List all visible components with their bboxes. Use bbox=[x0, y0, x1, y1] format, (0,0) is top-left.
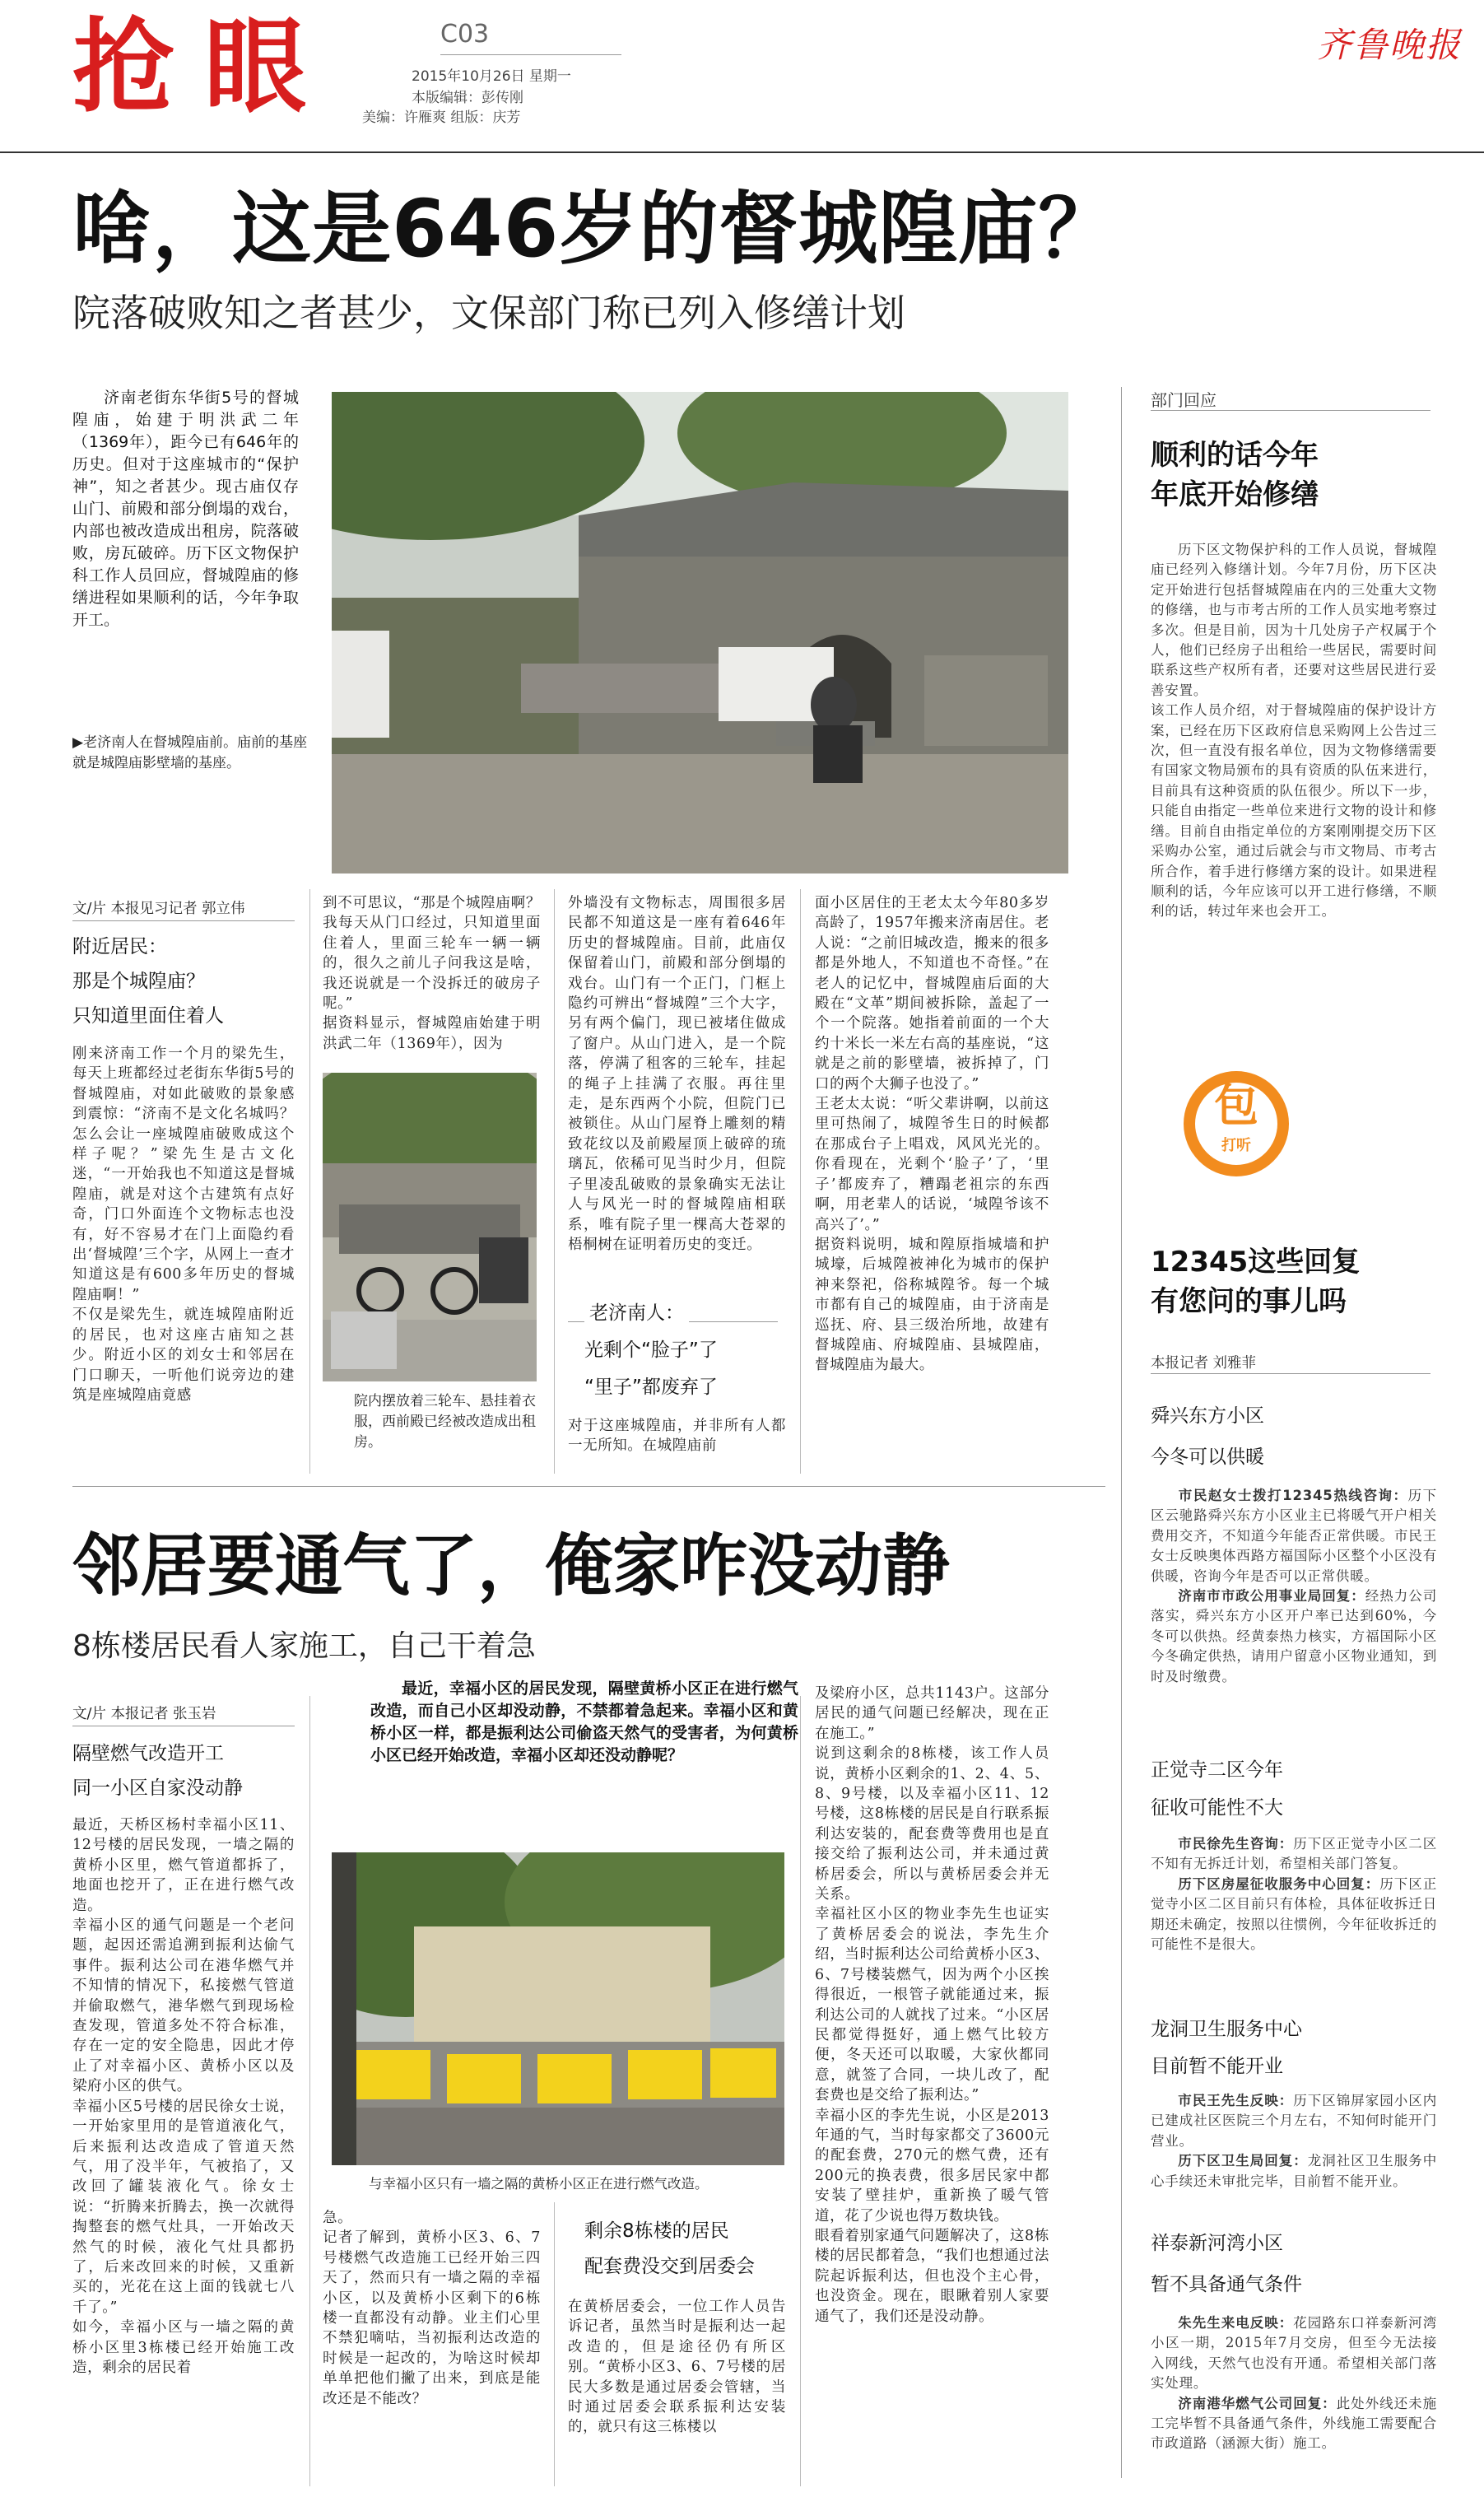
page-date: 2015年10月26日 星期一 bbox=[412, 68, 571, 85]
qa-answer-text: 此处外线还未施工完毕暂不具备通气条件，外线施工需要配合市政道路（涵源大街）施工。 bbox=[1151, 2395, 1437, 2452]
story1-subhead-a-2: 那是个城隍庙？ bbox=[72, 971, 205, 992]
qa-item-head: 舜兴东方小区 bbox=[1151, 1405, 1264, 1427]
section-logo bbox=[72, 10, 352, 125]
column-rule bbox=[554, 2202, 555, 2486]
qa-item-body bbox=[1151, 1486, 1437, 1741]
qa-item-head: 暂不具备通气条件 bbox=[1151, 2274, 1302, 2295]
story2-headline: 邻居要通气了，俺家咋没动静 bbox=[72, 1527, 951, 1605]
column-rule bbox=[800, 889, 801, 1474]
story1-column-3: 外墙没有文物标志，周围很多居民都不知道这是一座有着646年历史的督城隍庙。目前，此庙仅保留着山门，前殿和部分倒塌的戏台。山门有一个正门，门框上隐约可辨出“督城隍”三个大字，另有两个偏门，现已被堵住做成了窗户。从山门进入，是一个院落，停满了租客的三轮车，挂起的绳子上挂满了衣服。再往里走，是东西两个小院，但院门已被锁住。从山门屋脊上雕刻的精致花纹以及前殿屋顶上破碎的琉璃瓦，依稀可见当时少月，但院子里凌乱破败的景象确实无法让人与风光一时的督城隍庙相联系，唯有院子里一棵高大苍翠的梧桐树在证明着历史的变迁。 bbox=[568, 895, 786, 1253]
qa-answer-text: 龙洞社区卫生服务中心手续还未审批完毕，目前暂不能开业。 bbox=[1151, 2153, 1437, 2189]
story2-byline: 文/片 本报记者 张玉岩 bbox=[72, 1706, 216, 1722]
story2-column-3: 在黄桥居委会，一位工作人员告诉记者，虽然当时是振利达一起改造的，但是途径仍有所区别。“黄桥小区3、6、7号楼的居民大多数是通过居委会管辖，当时通过居委会联系振利达安装的，就只有这三栋楼以 bbox=[568, 2299, 786, 2436]
page-designer: 美编：许雁爽 组版：庆芳 bbox=[362, 109, 521, 126]
photo-temple-gate bbox=[332, 392, 1068, 873]
story-divider bbox=[72, 1486, 1105, 1487]
ask-badge-small: 打听 bbox=[1221, 1137, 1251, 1154]
story1-subhead-b-2: 光剩个“脸子”了 bbox=[584, 1339, 718, 1361]
photo-courtyard bbox=[323, 1073, 537, 1381]
qa-answer-text: 经热力公司落实，舜兴东方小区开户率已达到60%，今冬可以供热。经黄泰热力核实，方福国际小区今冬确定供热，请用户留意小区物业通知，到时及时缴费。 bbox=[1151, 1588, 1437, 1684]
photo-temple-gate-image bbox=[332, 392, 1068, 873]
qa-question-label: 市民王先生反映： bbox=[1178, 2093, 1294, 2108]
qa-item-head: 目前暂不能开业 bbox=[1151, 2056, 1283, 2077]
story2-subhead-c-1: 隔壁燃气改造开工 bbox=[72, 1743, 224, 1764]
photo-courtyard-caption: 院内摆放着三轮车、悬挂着衣服，西前殿已经被改造成出租房。 bbox=[354, 1393, 536, 1451]
qa-question-label: 市民赵女士拨打12345热线咨询： bbox=[1178, 1488, 1408, 1503]
story1-byline-rule bbox=[72, 920, 295, 921]
column-rule bbox=[554, 889, 555, 1474]
sidebar-rule bbox=[1121, 387, 1122, 2478]
qa-item-head: 祥泰新河湾小区 bbox=[1151, 2233, 1283, 2254]
qa-question-text: 花园路东口祥泰新河湾小区一期，2015年7月交房，但至今无法接入网线，天然气也没有开通。希望相关部门落实处理。 bbox=[1151, 2315, 1437, 2392]
masthead-rule bbox=[0, 151, 1484, 153]
story1-subhead: 院落破败知之者甚少，文保部门称已列入修缮计划 bbox=[72, 291, 905, 335]
qa-question-text: 历下区云驰路舜兴东方小区业主已将暖气开户相关费用交齐，不知道今年能否正常供暖。市民王女士反映奥体西路方福国际小区整个小区没有供暖，咨询今年是否可以正常供暖。 bbox=[1151, 1488, 1437, 1584]
qa-question-text: 历下区锦屏家园小区内已建成社区医院三个月左右，不知何时能开门营业。 bbox=[1151, 2093, 1437, 2149]
column-rule bbox=[309, 1696, 310, 2486]
photo-courtyard-image bbox=[323, 1073, 537, 1381]
story1-subhead-b-3: “里子”都废弃了 bbox=[584, 1377, 718, 1398]
story2-subhead-d-2: 配套费没交到居委会 bbox=[584, 2256, 755, 2277]
qa-item-body bbox=[1151, 1834, 1437, 2024]
masthead bbox=[0, 0, 1484, 156]
qa-answer-label: 济南港华燃气公司回复： bbox=[1178, 2395, 1337, 2411]
qa-title-1: 12345这些回复 bbox=[1151, 1246, 1361, 1279]
story2-column-2: 急。 记者了解到，黄桥小区3、6、7号楼燃气改造施工已经开始三四天了，然而只有一墙之隔的幸福小区，以及黄桥小区剩下的6栋楼一直都没有动静。业主们心里不禁犯嘀咕，当初振利达改造的时候是一起改的，为啥这时候却单单把他们撇了出来，到底是能改还是不能改？ bbox=[323, 2210, 541, 2407]
qa-item-body bbox=[1151, 2091, 1437, 2227]
story2-lead: 最近，幸福小区的居民发现，隔壁黄桥小区正在进行燃气改造，而自己小区却没动静，不禁都着急起来。幸福小区和黄桥小区一样，都是振利达公司偷盗天然气的受害者，为何黄桥小区已经开始改造，幸福小区却还没动静呢？ bbox=[370, 1679, 798, 1764]
story1-lead: 济南老街东华街5号的督城隍庙，始建于明洪武二年（1369年），距今已有646年的历史。但对于这座城市的“保护神”，知之者甚少。现古庙仅存山门、前殿和部分倒塌的戏台，内部也被改造成出租房，院落破败，房瓦破碎。历下区文物保护科工作人员回应，督城隍庙的修缮进程如果顺利的话，今年争取开工。 bbox=[72, 389, 299, 629]
story1-subhead-a-1: 附近居民： bbox=[72, 936, 167, 957]
qa-item-head: 正觉寺二区今年 bbox=[1151, 1759, 1283, 1781]
qa-answer-label: 历下区房屋征收服务中心回复： bbox=[1178, 1875, 1380, 1892]
dept-label: 部门回应 bbox=[1151, 390, 1217, 410]
qa-question-text: 历下区正觉寺小区二区不知有无拆迁计划，希望相关部门答复。 bbox=[1151, 1836, 1437, 1872]
photo-gas-construction-image bbox=[332, 1852, 784, 2165]
qa-item-head: 龙洞卫生服务中心 bbox=[1151, 2019, 1302, 2040]
column-rule bbox=[309, 889, 310, 1474]
qa-byline-rule bbox=[1151, 1373, 1431, 1374]
story2-column-1: 最近，天桥区杨村幸福小区11、12号楼的居民发现，一墙之隔的黄桥小区里，燃气管道都拆了，地面也挖开了，正在进行燃气改造。 幸福小区的通气问题是一个老问题，起因还需追溯到振利达偷气事件。振利达公司在港华燃气并不知情的情况下，私接燃气管道并偷取燃气，港华燃气到现场检查发现，管道多处不符合标准，存在一定的安全隐患，因此才停止了对幸福小区、黄桥小区以及梁府小区的供气。 幸福小区5号楼的居民徐女士说，一开始家里用的是管道液化气，后来振利达改造成了管道天然气，用了没半年，气被掐了，又改回了罐装液化气。徐女士说：“折腾来折腾去，换一次就得掏整套的燃气灶具，一开始改天然气的时候，液化气灶具都扔了，后来改回来的时候，又重新买的，光花在这上面的钱就七八千了。” 如今，幸福小区与一墙之隔的黄桥小区里3栋楼已经开始施工改造，剩余的居民着 bbox=[72, 1817, 295, 2376]
story1-column-4: 面小区居住的王老太太今年80多岁高龄了，1957年搬来济南居住。老人说：“之前旧城改造，搬来的很多都是外地人，不知道也不奇怪。”在老人的记忆中，督城隍庙后面的大殿在“文革”期间被拆除，盖起了一个一个院落。她指着前面的一个大约十米长一米左右高的基座说，“这就是之前的影壁墙，被拆掉了，门口的两个大狮子也没了。” 王老太太说：“听父辈讲啊，以前这里可热闹了，城隍爷生日的时候都在那成台子上唱戏，风风光光的。你看现在，光剩个‘脸子’了，‘里子’都废弃了，糟蹋老祖宗的东西啊，用老辈人的话说，‘城隍爷该不高兴了’。” 据资料说明，城和隍原指城墙和护城壕，后城隍被神化为城市的保护神来祭祀，俗称城隍爷。每一个城市都有自己的城隍庙，由于济南是巡抚、府、县三级治所地，故建有督城隍庙、府城隍庙、县城隍庙，督城隍庙为最大。 bbox=[815, 895, 1049, 1374]
dept-title-1: 顺利的话今年 bbox=[1151, 439, 1319, 472]
dept-text: 历下区文物保护科的工作人员说，督城隍庙已经列入修缮计划。今年7月份，历下区决定开始进行包括督城隍庙在内的三处重大文物的修缮，也与市考古所的工作人员实地考察过多次。但是目前，因为十几处房子产权属于个人，他们已经房子出租给一些居民，需要时间联系这些产权所有者，还要对这些居民进行妥善安置。 该工作人员介绍，对于督城隍庙的保护设计方案，已经在历下区政府信息采购网上公告过三次，但一直没有报名单位，因为文物修缮需要有国家文物局颁布的具有资质的队伍来进行，目前具有这种资质的队伍很少。所以下一步，只能自由指定一些单位来进行文物的设计和修缮。目前自由指定单位的方案刚刚提交历下区采购办公室，通过后就会与市文物局、市考古所合作，着手进行修缮方案的设计。如果进程顺利的话，今年应该可以开工进行修缮，不顺利的话，转过年来也会开工。 bbox=[1151, 542, 1437, 920]
qa-answer-text: 历下区正觉寺小区二区目前只有体检，具体征收拆迁日期还未确定，按照以往惯例，今年征收拆迁的可能性不是很大。 bbox=[1151, 1875, 1437, 1953]
page-editor: 本版编辑：彭传刚 bbox=[412, 90, 523, 106]
qa-answer-label: 历下区卫生局回复： bbox=[1178, 2153, 1308, 2169]
ask-badge bbox=[1179, 1066, 1294, 1181]
section-logo-char-2: 眼 bbox=[204, 8, 307, 127]
story1-column-3b: 对于这座城隍庙，并非所有人都一无所知。在城隍庙前 bbox=[568, 1418, 786, 1455]
page-number: C03 bbox=[440, 20, 490, 49]
page-number-rule bbox=[440, 54, 621, 55]
qa-question-label: 市民徐先生咨询： bbox=[1178, 1836, 1294, 1852]
story2-subhead-d-1: 剩余8栋楼的居民 bbox=[584, 2220, 729, 2242]
dept-title-2: 年底开始修缮 bbox=[1151, 478, 1319, 511]
paper-name-logo: 齐鲁晚报 bbox=[1317, 25, 1463, 65]
qa-item-head: 今冬可以供暖 bbox=[1151, 1447, 1264, 1468]
story1-subhead-b-1: 老济南人： bbox=[584, 1297, 689, 1330]
story1-byline: 文/片 本报见习记者 郭立伟 bbox=[72, 901, 245, 917]
qa-question-label: 朱先生来电反映： bbox=[1178, 2315, 1294, 2331]
ask-badge-char: 包 bbox=[1214, 1079, 1258, 1131]
story2-subhead-c-2: 同一小区自家没动静 bbox=[72, 1777, 243, 1799]
story1-column-2: 到不可思议，“那是个城隍庙啊？我每天从门口经过，只知道里面住着人，里面三轮车一辆一辆的，很久之前儿子问我这是啥，我还说就是一个没拆迁的破房子呢。” 据资料显示，督城隍庙始建于明洪武二年（1369年），因为 bbox=[323, 895, 541, 1052]
qa-title-2: 有您问的事儿吗 bbox=[1151, 1285, 1347, 1318]
story2-subhead: 8栋楼居民看人家施工，自己干着急 bbox=[72, 1629, 536, 1663]
story1-headline: 啥，这是646岁的督城隍庙？ bbox=[72, 183, 1119, 275]
qa-item-head: 征收可能性不大 bbox=[1151, 1797, 1283, 1819]
qa-answer-label: 济南市市政公用事业局回复： bbox=[1178, 1588, 1365, 1605]
story2-column-4: 及梁府小区，总共1143户。这部分居民的通气问题已经解决，现在正在施工。” 说到这剩余的8栋楼，该工作人员说，黄桥小区剩余的1、2、4、5、8、9号楼，以及幸福小区11、12号楼，这8栋楼的居民是自行联系振利达安装的，配套费等费用也是直接交给了振利达公司，并未通过黄桥居委会，所以与黄桥居委会并无关系。 幸福社区小区的物业李先生也证实了黄桥居委会的说法，李先生介绍，当时振利达公司给黄桥小区3、6、7号楼装燃气，因为两个小区挨得很近，一根管子就能通过来，振利达公司的人就找了过来。“小区居民都觉得挺好，通上燃气比较方便，冬天还可以取暖，大家伙都同意，就签了合同，一块儿改了，配套费也是交给了振利达。” 幸福小区的李先生说，小区是2013年通的气，当时每家都交了3600元的配套费，270元的燃气费，还有200元的换表费，很多居民家中都安装了壁挂炉，重新换了暖气管道，花了少说也得万数块钱。 眼看着别家通气问题解决了，这8栋楼的居民都着急，“我们也想通过法院起诉振利达，但也没个主心骨，也没资金。现在，眼瞅着别人家要通气了，我们还是没动静。 bbox=[815, 1685, 1049, 2325]
story1-subhead-a-3: 只知道里面住着人 bbox=[72, 1005, 224, 1027]
section-logo-char-1: 抢 bbox=[72, 8, 175, 127]
qa-item-body bbox=[1151, 2313, 1437, 2499]
photo-gas-construction bbox=[332, 1852, 784, 2165]
qa-byline: 本报记者 刘雅菲 bbox=[1151, 1355, 1257, 1372]
photo-temple-gate-caption: ▶老济南人在督城隍庙前。庙前的基座就是城隍庙影壁墙的基座。 bbox=[72, 734, 308, 771]
photo-gas-construction-caption: 与幸福小区只有一墙之隔的黄桥小区正在进行燃气改造。 bbox=[369, 2176, 709, 2192]
story1-column-1: 刚来济南工作一个月的梁先生，每天上班都经过老街东华街5号的督城隍庙，对如此破败的景象感到震惊：“济南不是文化名城吗？怎么会让一座城隍庙破败成这个样子呢？”梁先生是古文化迷，“一开始我也不知道这是督城隍庙，就是对这个古建筑有点好奇，门口外面连个文物标志也没有，好不容易才在门上面隐约看出‘督城隍’三个字，从网上一查才知道这是有600多年历史的督城隍庙啊！” 不仅是梁先生，就连城隍庙附近的居民，也对这座古庙知之甚少。附近小区的刘女士和邻居在门口聊天，一听他们说旁边的建筑是座城隍庙竟感 bbox=[72, 1046, 295, 1404]
column-rule bbox=[800, 1696, 801, 2486]
dept-label-rule bbox=[1151, 410, 1431, 411]
